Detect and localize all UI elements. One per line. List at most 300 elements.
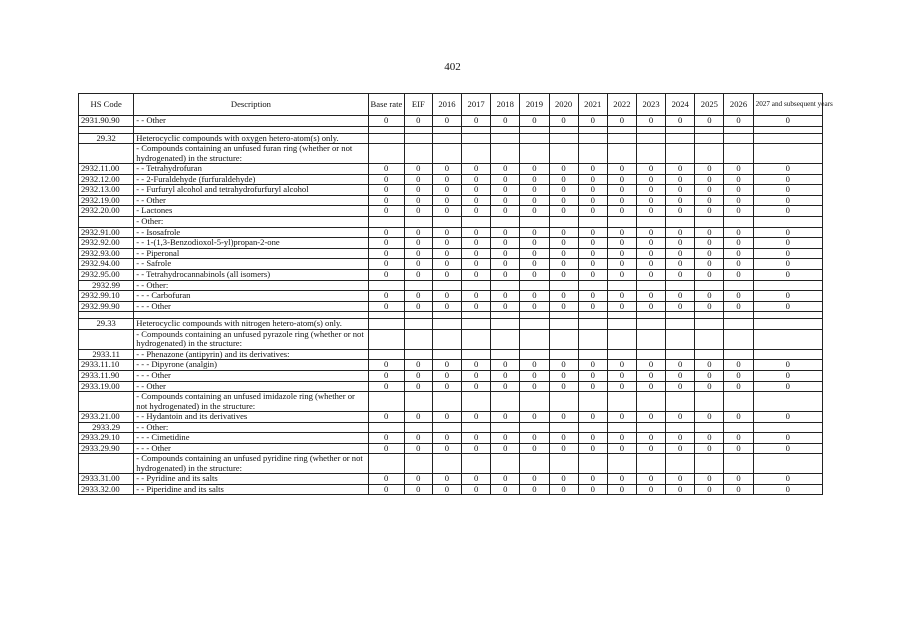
empty-cell <box>695 126 724 133</box>
rate-cell: 0 <box>368 195 404 206</box>
rate-cell: 0 <box>753 269 822 280</box>
rate-cell: 0 <box>520 185 549 196</box>
empty-cell <box>549 422 578 433</box>
rate-cell: 0 <box>607 259 636 270</box>
rate-cell: 0 <box>607 484 636 495</box>
empty-cell <box>607 349 636 360</box>
table-row <box>79 422 823 433</box>
rate-cell: 0 <box>578 433 607 444</box>
empty-cell <box>404 349 432 360</box>
rate-cell: 0 <box>462 185 491 196</box>
description-cell: - - - Dipyrone (analgin) <box>134 360 368 371</box>
empty-cell <box>578 422 607 433</box>
rate-cell: 0 <box>520 370 549 381</box>
description-cell: - - Other <box>134 116 368 127</box>
empty-cell <box>549 126 578 133</box>
empty-cell <box>491 422 520 433</box>
rate-cell: 0 <box>695 174 724 185</box>
rate-cell: 0 <box>607 443 636 454</box>
rate-cell: 0 <box>491 238 520 249</box>
empty-cell <box>491 329 520 349</box>
rate-cell: 0 <box>549 185 578 196</box>
rate-cell: 0 <box>724 116 753 127</box>
rate-cell: 0 <box>695 370 724 381</box>
rate-cell: 0 <box>636 195 665 206</box>
empty-cell <box>607 126 636 133</box>
empty-cell <box>432 280 461 291</box>
rate-cell: 0 <box>753 227 822 238</box>
hs-code-cell: 2932.19.00 <box>79 195 134 206</box>
empty-cell <box>666 349 695 360</box>
rate-cell: 0 <box>636 411 665 422</box>
empty-cell <box>607 312 636 319</box>
empty-cell <box>462 280 491 291</box>
empty-cell <box>432 349 461 360</box>
column-header: 2016 <box>432 94 461 116</box>
rate-cell: 0 <box>520 238 549 249</box>
empty-cell <box>578 216 607 227</box>
empty-cell <box>724 144 753 164</box>
empty-cell <box>636 144 665 164</box>
rate-cell: 0 <box>753 443 822 454</box>
empty-cell <box>549 216 578 227</box>
empty-cell <box>724 392 753 412</box>
empty-cell <box>462 329 491 349</box>
hs-code-cell <box>79 216 134 227</box>
rate-cell: 0 <box>753 360 822 371</box>
empty-cell <box>636 312 665 319</box>
rate-cell: 0 <box>724 370 753 381</box>
empty-cell <box>491 319 520 330</box>
empty-cell <box>753 280 822 291</box>
rate-cell: 0 <box>724 238 753 249</box>
rate-cell: 0 <box>666 443 695 454</box>
rate-cell: 0 <box>404 360 432 371</box>
empty-cell <box>607 280 636 291</box>
empty-cell <box>724 312 753 319</box>
empty-cell <box>578 280 607 291</box>
rate-cell: 0 <box>578 484 607 495</box>
rate-cell: 0 <box>695 206 724 217</box>
description-cell: - - Other: <box>134 280 368 291</box>
rate-cell: 0 <box>520 411 549 422</box>
empty-cell <box>753 329 822 349</box>
rate-cell: 0 <box>404 370 432 381</box>
empty-cell <box>491 133 520 144</box>
rate-cell: 0 <box>491 195 520 206</box>
empty-cell <box>636 133 665 144</box>
rate-cell: 0 <box>724 174 753 185</box>
hs-code-cell: 2932.20.00 <box>79 206 134 217</box>
rate-cell: 0 <box>724 291 753 302</box>
hs-code-cell: 29.33 <box>79 319 134 330</box>
rate-cell: 0 <box>404 411 432 422</box>
hs-code-cell: 2932.99.10 <box>79 291 134 302</box>
rate-cell: 0 <box>520 443 549 454</box>
rate-cell: 0 <box>666 164 695 175</box>
description-cell: - - Safrole <box>134 259 368 270</box>
empty-cell <box>549 454 578 474</box>
rate-cell: 0 <box>368 370 404 381</box>
empty-cell <box>753 126 822 133</box>
description-cell: - Lactones <box>134 206 368 217</box>
empty-cell <box>724 422 753 433</box>
empty-cell <box>432 319 461 330</box>
rate-cell: 0 <box>636 206 665 217</box>
hs-code-cell: 2933.11.90 <box>79 370 134 381</box>
table-row <box>79 443 823 454</box>
empty-cell <box>462 454 491 474</box>
rate-cell: 0 <box>368 227 404 238</box>
header-row <box>79 94 823 116</box>
empty-cell <box>462 392 491 412</box>
empty-cell <box>462 126 491 133</box>
rate-cell: 0 <box>724 411 753 422</box>
table-row <box>79 144 823 164</box>
rate-cell: 0 <box>695 195 724 206</box>
rate-cell: 0 <box>666 360 695 371</box>
rate-cell: 0 <box>607 269 636 280</box>
rate-cell: 0 <box>666 301 695 312</box>
rate-cell: 0 <box>404 195 432 206</box>
rate-cell: 0 <box>549 370 578 381</box>
rate-cell: 0 <box>549 381 578 392</box>
rate-cell: 0 <box>607 411 636 422</box>
empty-cell <box>404 133 432 144</box>
empty-cell <box>753 422 822 433</box>
rate-cell: 0 <box>491 411 520 422</box>
rate-cell: 0 <box>753 164 822 175</box>
rate-cell: 0 <box>404 269 432 280</box>
description-cell: - - 1-(1,3-Benzodioxol-5-yl)propan-2-one <box>134 238 368 249</box>
rate-cell: 0 <box>578 360 607 371</box>
empty-cell <box>491 280 520 291</box>
rate-cell: 0 <box>607 174 636 185</box>
rate-cell: 0 <box>695 164 724 175</box>
rate-cell: 0 <box>636 381 665 392</box>
empty-cell <box>491 312 520 319</box>
empty-cell <box>368 144 404 164</box>
rate-cell: 0 <box>578 238 607 249</box>
rate-cell: 0 <box>753 370 822 381</box>
table-row <box>79 301 823 312</box>
rate-cell: 0 <box>753 484 822 495</box>
empty-cell <box>607 133 636 144</box>
rate-cell: 0 <box>636 360 665 371</box>
rate-cell: 0 <box>404 206 432 217</box>
table-row <box>79 329 823 349</box>
description-cell: - - Hydantoin and its derivatives <box>134 411 368 422</box>
rate-cell: 0 <box>549 206 578 217</box>
rate-cell: 0 <box>404 116 432 127</box>
rate-cell: 0 <box>368 259 404 270</box>
rate-cell: 0 <box>368 174 404 185</box>
rate-cell: 0 <box>607 370 636 381</box>
description-cell: - - Tetrahydrofuran <box>134 164 368 175</box>
empty-cell <box>753 349 822 360</box>
rate-cell: 0 <box>724 433 753 444</box>
description-cell: - - Furfuryl alcohol and tetrahydrofurfuryl alcohol <box>134 185 368 196</box>
column-header: 2019 <box>520 94 549 116</box>
empty-cell <box>636 126 665 133</box>
hs-code-cell: 2933.19.00 <box>79 381 134 392</box>
empty-cell <box>549 329 578 349</box>
column-header: HS Code <box>79 94 134 116</box>
empty-cell <box>404 280 432 291</box>
rate-cell: 0 <box>520 474 549 485</box>
rate-cell: 0 <box>432 360 461 371</box>
rate-cell: 0 <box>578 174 607 185</box>
rate-cell: 0 <box>636 238 665 249</box>
rate-cell: 0 <box>578 227 607 238</box>
description-cell: - Compounds containing an unfused pyridine ring (whether or not hydrogenated) in the structure: <box>134 454 368 474</box>
table-row <box>79 238 823 249</box>
rate-cell: 0 <box>666 238 695 249</box>
rate-cell: 0 <box>432 381 461 392</box>
empty-cell <box>607 454 636 474</box>
rate-cell: 0 <box>404 185 432 196</box>
rate-cell: 0 <box>432 116 461 127</box>
rate-cell: 0 <box>607 195 636 206</box>
hs-code-cell <box>79 329 134 349</box>
empty-cell <box>578 126 607 133</box>
table-row <box>79 484 823 495</box>
empty-cell <box>636 319 665 330</box>
rate-cell: 0 <box>462 301 491 312</box>
rate-cell: 0 <box>549 174 578 185</box>
rate-cell: 0 <box>368 116 404 127</box>
rate-cell: 0 <box>549 411 578 422</box>
rate-cell: 0 <box>549 484 578 495</box>
rate-cell: 0 <box>404 248 432 259</box>
rate-cell: 0 <box>636 443 665 454</box>
description-cell: - - - Other <box>134 370 368 381</box>
description-cell: - - Piperonal <box>134 248 368 259</box>
empty-cell <box>549 349 578 360</box>
rate-cell: 0 <box>462 195 491 206</box>
empty-cell <box>462 349 491 360</box>
empty-cell <box>520 144 549 164</box>
rate-cell: 0 <box>695 248 724 259</box>
rate-cell: 0 <box>368 411 404 422</box>
empty-cell <box>666 133 695 144</box>
empty-cell <box>549 280 578 291</box>
rate-cell: 0 <box>724 269 753 280</box>
column-header: EIF <box>404 94 432 116</box>
rate-cell: 0 <box>520 259 549 270</box>
hs-code-cell <box>79 144 134 164</box>
empty-cell <box>368 329 404 349</box>
empty-cell <box>491 392 520 412</box>
table-row <box>79 291 823 302</box>
rate-cell: 0 <box>520 227 549 238</box>
rate-cell: 0 <box>491 360 520 371</box>
rate-cell: 0 <box>432 301 461 312</box>
rate-cell: 0 <box>695 269 724 280</box>
rate-cell: 0 <box>520 206 549 217</box>
rate-cell: 0 <box>666 195 695 206</box>
empty-cell <box>368 126 404 133</box>
hs-code-cell: 2933.29.90 <box>79 443 134 454</box>
hs-code-cell: 2933.31.00 <box>79 474 134 485</box>
rate-cell: 0 <box>753 116 822 127</box>
empty-cell <box>578 144 607 164</box>
column-header: 2027 and subsequent years <box>753 94 822 116</box>
rate-cell: 0 <box>666 291 695 302</box>
rate-cell: 0 <box>549 269 578 280</box>
rate-cell: 0 <box>549 301 578 312</box>
rate-cell: 0 <box>462 360 491 371</box>
empty-cell <box>549 133 578 144</box>
hs-code-cell: 2933.29 <box>79 422 134 433</box>
table-row <box>79 280 823 291</box>
rate-cell: 0 <box>666 370 695 381</box>
description-cell: - - Other <box>134 381 368 392</box>
rate-cell: 0 <box>549 195 578 206</box>
empty-cell <box>432 144 461 164</box>
column-header: 2024 <box>666 94 695 116</box>
empty-cell <box>368 133 404 144</box>
rate-cell: 0 <box>404 259 432 270</box>
rate-cell: 0 <box>432 433 461 444</box>
rate-cell: 0 <box>753 291 822 302</box>
rate-cell: 0 <box>404 174 432 185</box>
empty-cell <box>520 349 549 360</box>
rate-cell: 0 <box>666 259 695 270</box>
description-cell: - - Piperidine and its salts <box>134 484 368 495</box>
rate-cell: 0 <box>491 259 520 270</box>
table-row <box>79 269 823 280</box>
rate-cell: 0 <box>695 291 724 302</box>
empty-cell <box>368 392 404 412</box>
description-cell: - Compounds containing an unfused imidazole ring (whether or not hydrogenated) in the structure: <box>134 392 368 412</box>
empty-cell <box>404 392 432 412</box>
rate-cell: 0 <box>368 433 404 444</box>
empty-cell <box>549 144 578 164</box>
empty-cell <box>404 454 432 474</box>
empty-cell <box>724 216 753 227</box>
rate-cell: 0 <box>549 360 578 371</box>
rate-cell: 0 <box>491 227 520 238</box>
empty-cell <box>666 312 695 319</box>
empty-cell <box>432 312 461 319</box>
description-cell: - - Isosafrole <box>134 227 368 238</box>
rate-cell: 0 <box>404 238 432 249</box>
description-cell: Heterocyclic compounds with oxygen hetero-atom(s) only. <box>134 133 368 144</box>
description-cell: - - - Other <box>134 443 368 454</box>
empty-cell <box>666 144 695 164</box>
empty-cell <box>432 216 461 227</box>
rate-cell: 0 <box>666 484 695 495</box>
rate-cell: 0 <box>724 381 753 392</box>
empty-cell <box>666 319 695 330</box>
table-row <box>79 248 823 259</box>
rate-cell: 0 <box>520 484 549 495</box>
empty-cell <box>549 312 578 319</box>
empty-cell <box>432 133 461 144</box>
table-row <box>79 185 823 196</box>
rate-cell: 0 <box>578 185 607 196</box>
column-header: 2020 <box>549 94 578 116</box>
column-header: 2018 <box>491 94 520 116</box>
description-cell: - Compounds containing an unfused pyrazole ring (whether or not hydrogenated) in the structure: <box>134 329 368 349</box>
rate-cell: 0 <box>607 185 636 196</box>
empty-cell <box>578 329 607 349</box>
empty-cell <box>666 392 695 412</box>
empty-cell <box>520 280 549 291</box>
rate-cell: 0 <box>695 411 724 422</box>
table-row <box>79 319 823 330</box>
rate-cell: 0 <box>368 206 404 217</box>
empty-cell <box>404 144 432 164</box>
empty-cell <box>432 126 461 133</box>
empty-cell <box>695 392 724 412</box>
hs-code-cell: 2933.32.00 <box>79 484 134 495</box>
rate-cell: 0 <box>520 433 549 444</box>
empty-cell <box>666 126 695 133</box>
rate-cell: 0 <box>491 174 520 185</box>
rate-cell: 0 <box>666 269 695 280</box>
rate-cell: 0 <box>368 484 404 495</box>
rate-cell: 0 <box>462 381 491 392</box>
description-cell: - - Tetrahydrocannabinols (all isomers) <box>134 269 368 280</box>
rate-cell: 0 <box>491 301 520 312</box>
rate-cell: 0 <box>607 291 636 302</box>
rate-cell: 0 <box>368 360 404 371</box>
rate-cell: 0 <box>432 164 461 175</box>
rate-cell: 0 <box>695 360 724 371</box>
rate-cell: 0 <box>491 206 520 217</box>
empty-cell <box>491 216 520 227</box>
rate-cell: 0 <box>578 206 607 217</box>
empty-cell <box>432 422 461 433</box>
rate-cell: 0 <box>520 381 549 392</box>
rate-cell: 0 <box>520 269 549 280</box>
empty-cell <box>520 133 549 144</box>
table-row <box>79 133 823 144</box>
empty-cell <box>724 329 753 349</box>
rate-cell: 0 <box>724 484 753 495</box>
empty-cell <box>432 329 461 349</box>
rate-cell: 0 <box>724 227 753 238</box>
empty-cell <box>578 133 607 144</box>
empty-cell <box>432 454 461 474</box>
rate-cell: 0 <box>636 116 665 127</box>
rate-cell: 0 <box>578 474 607 485</box>
description-cell: - - - Cimetidine <box>134 433 368 444</box>
rate-cell: 0 <box>368 238 404 249</box>
table-row <box>79 360 823 371</box>
rate-cell: 0 <box>462 269 491 280</box>
hs-code-cell: 2932.99.90 <box>79 301 134 312</box>
rate-cell: 0 <box>491 248 520 259</box>
empty-cell <box>404 329 432 349</box>
empty-cell <box>607 329 636 349</box>
empty-cell <box>607 319 636 330</box>
rate-cell: 0 <box>724 360 753 371</box>
rate-cell: 0 <box>753 381 822 392</box>
rate-cell: 0 <box>404 227 432 238</box>
empty-cell <box>404 216 432 227</box>
empty-cell <box>549 319 578 330</box>
rate-cell: 0 <box>462 443 491 454</box>
rate-cell: 0 <box>432 370 461 381</box>
empty-cell <box>724 454 753 474</box>
rate-cell: 0 <box>724 248 753 259</box>
table-row <box>79 454 823 474</box>
table-row <box>79 349 823 360</box>
rate-cell: 0 <box>432 474 461 485</box>
